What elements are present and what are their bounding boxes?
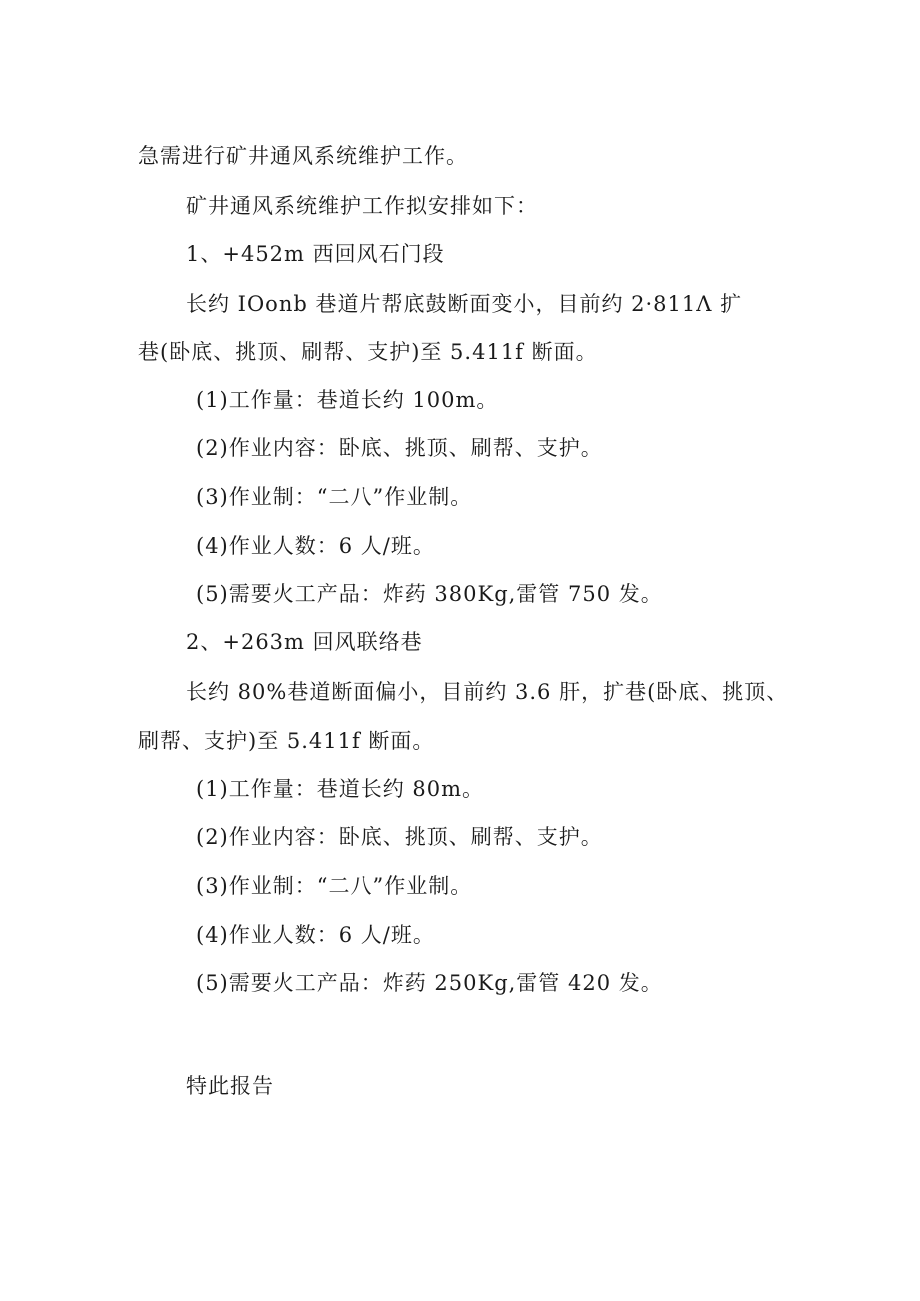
section-2-heading: 2、+263m 回风联络巷	[186, 630, 423, 654]
section-1-heading: 1、+452m 西回风石门段	[186, 242, 445, 266]
plan-intro-text: 矿井通风系统维护工作拟安排如下：	[186, 194, 538, 218]
section-1-item-4: (4)作业人数：6 人/班。	[196, 534, 435, 558]
section-1-desc-line-1: 长约 IOonb 巷道片帮底鼓断面变小，目前约 2·811Λ 扩	[186, 292, 743, 316]
section-2-item-5: (5)需要火工产品：炸药 250Kg,雷管 420 发。	[196, 971, 663, 995]
intro-tail-text: 急需进行矿井通风系统维护工作。	[138, 144, 468, 168]
closing-text: 特此报告	[186, 1074, 274, 1098]
section-1-item-2: (2)作业内容：卧底、挑顶、刷帮、支护。	[196, 436, 603, 460]
section-2-item-3: (3)作业制：“二八”作业制。	[196, 874, 473, 898]
section-1-item-3: (3)作业制：“二八”作业制。	[196, 485, 473, 509]
section-1-desc-line-2: 巷(卧底、挑顶、刷帮、支护)至 5.411f 断面。	[138, 340, 598, 364]
section-2-desc-line-2: 刷帮、支护)至 5.411f 断面。	[138, 729, 435, 753]
section-2-item-4: (4)作业人数：6 人/班。	[196, 923, 435, 947]
section-1-item-1: (1)工作量：巷道长约 100m。	[196, 388, 499, 412]
section-2-item-1: (1)工作量：巷道长约 80m。	[196, 777, 485, 801]
section-2-item-2: (2)作业内容：卧底、挑顶、刷帮、支护。	[196, 825, 603, 849]
section-1-item-5: (5)需要火工产品：炸药 380Kg,雷管 750 发。	[196, 582, 663, 606]
section-2-desc-line-1: 长约 80%巷道断面偏小，目前约 3.6 肝，扩巷(卧底、挑顶、	[186, 680, 789, 704]
